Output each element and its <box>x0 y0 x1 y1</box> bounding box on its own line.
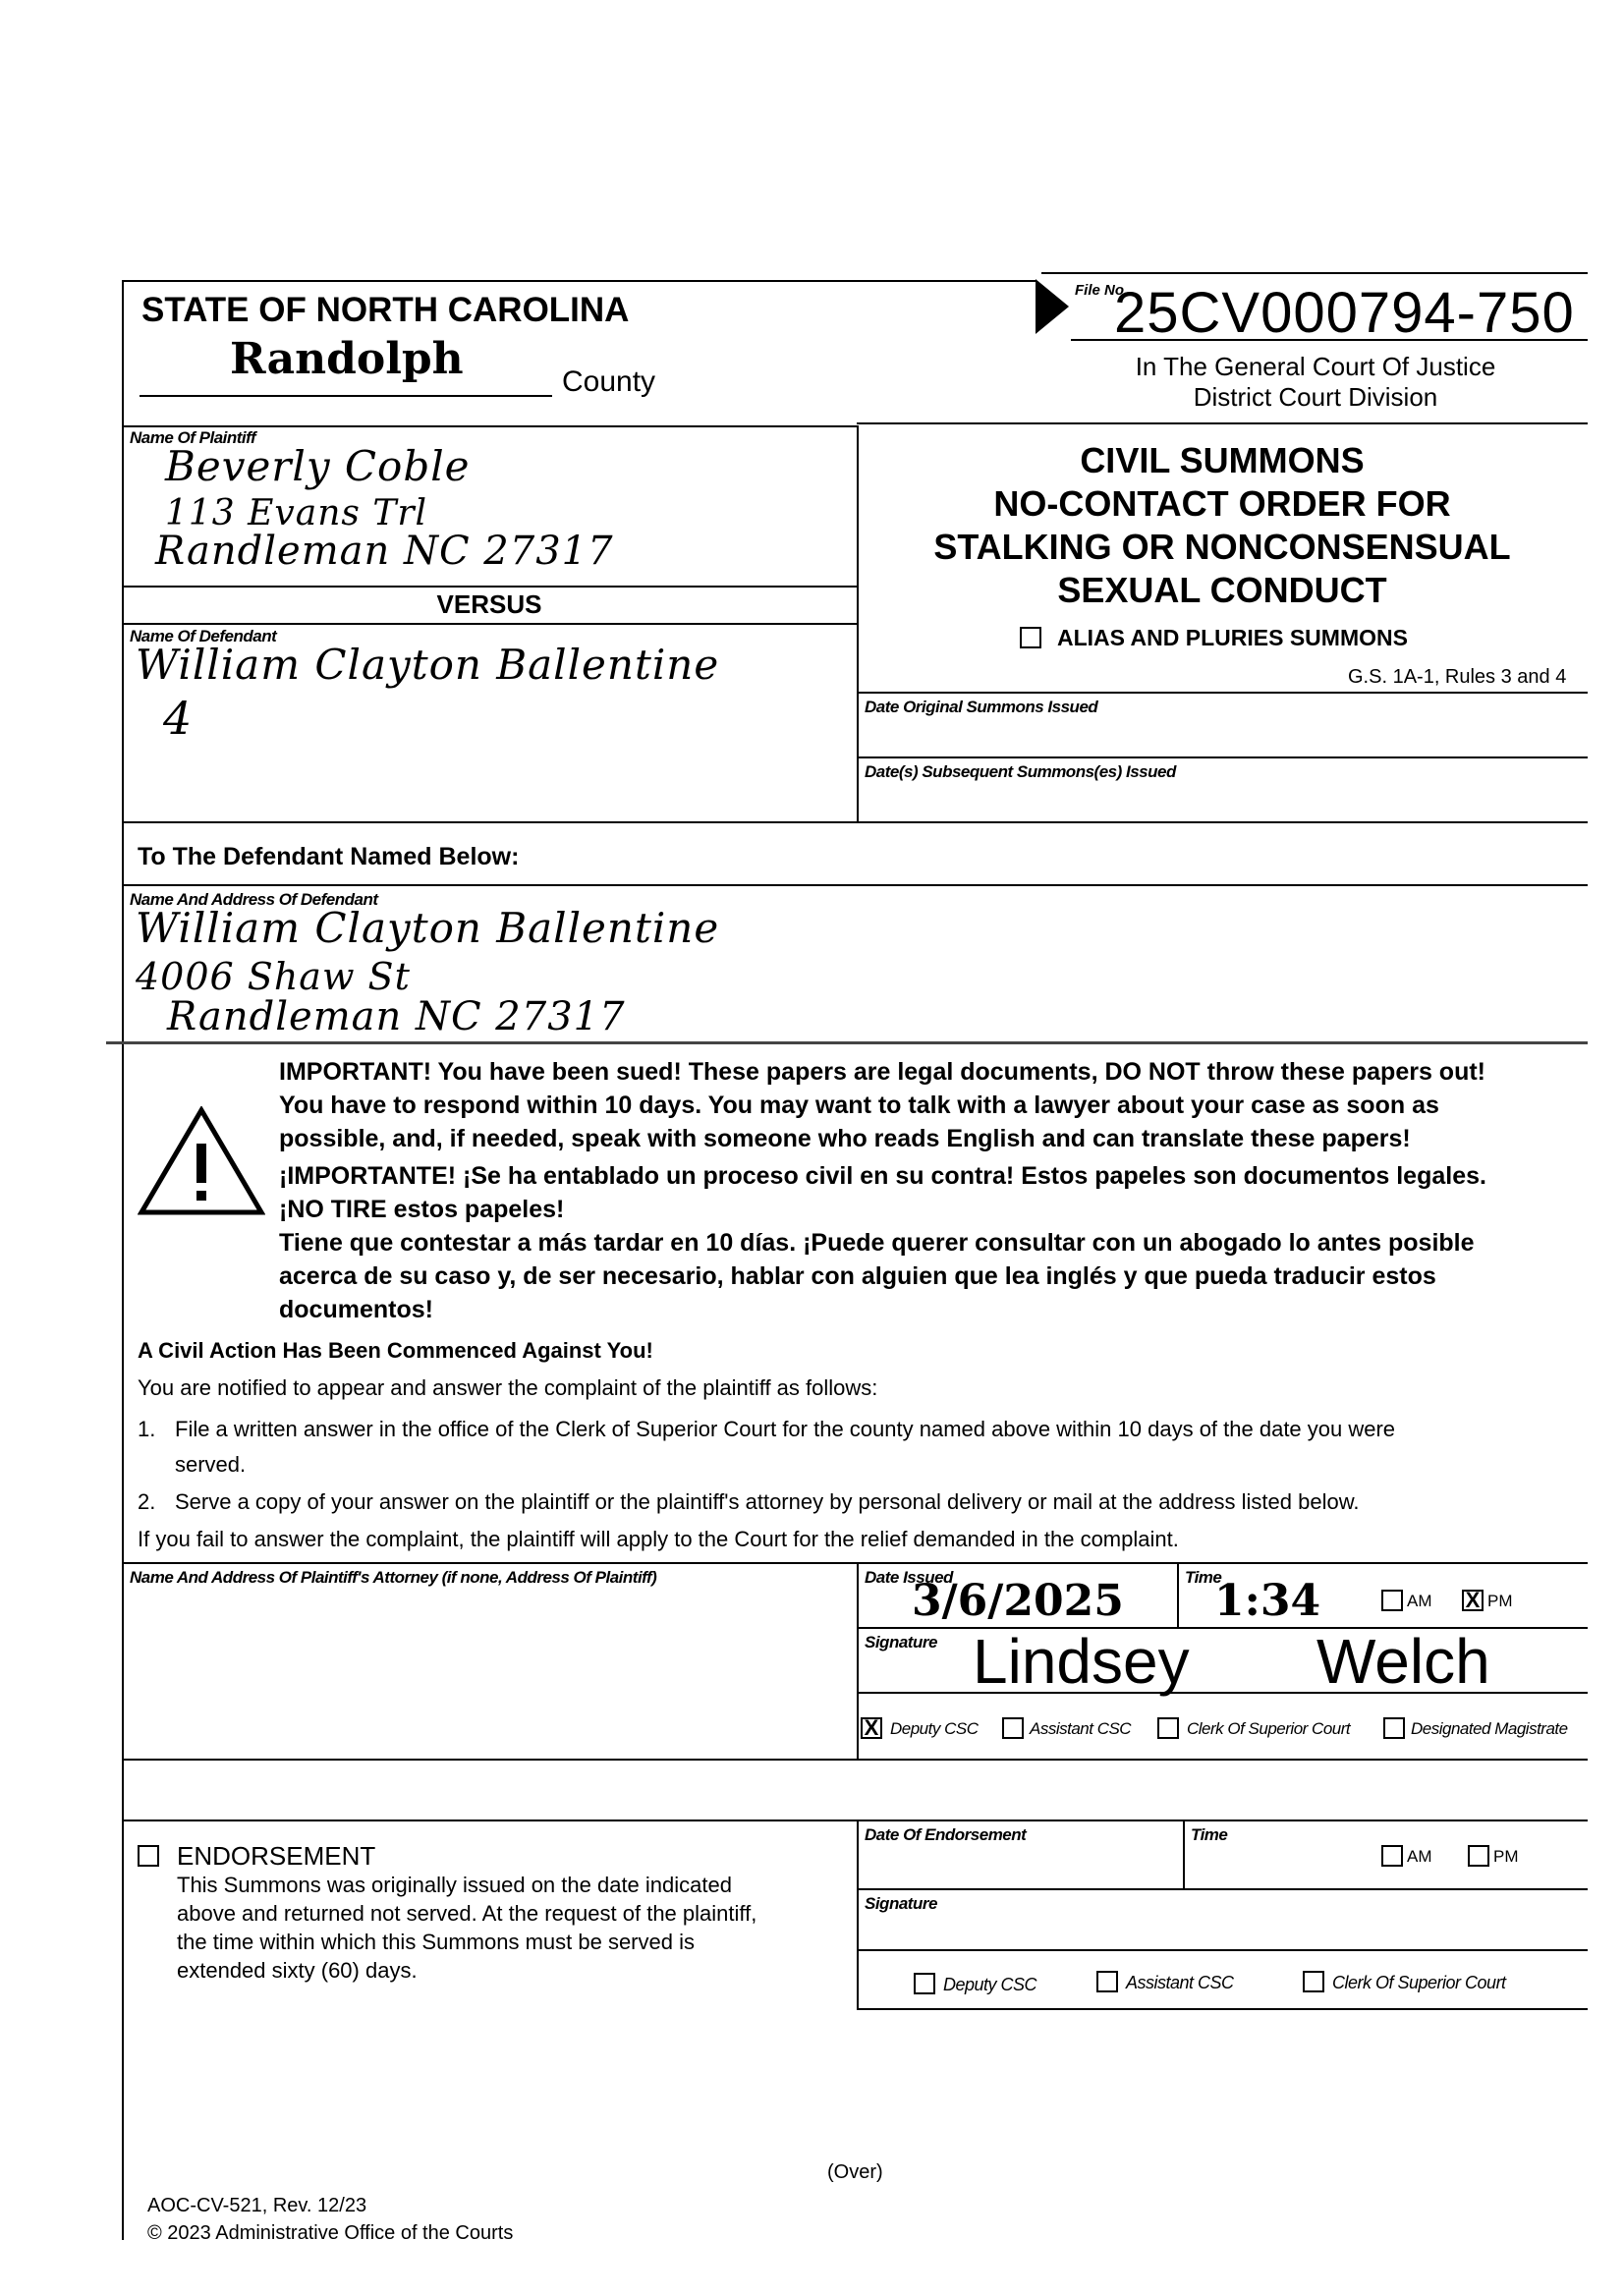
defendant-address-label: Name And Address Of Defendant <box>130 890 378 909</box>
endorsement-deputy-label: Deputy CSC <box>943 1975 1037 1994</box>
action-item-1-num: 1. <box>138 1417 156 1441</box>
endorsement-line-2: above and returned not served. At the request of the plaintiff, <box>177 1901 757 1926</box>
magistrate-checkbox[interactable] <box>1383 1717 1405 1739</box>
time-divider <box>1177 1562 1179 1627</box>
endorsement-checkbox[interactable] <box>138 1845 159 1867</box>
defendant-address-bottom <box>106 1041 1588 1044</box>
action-item-2: Serve a copy of your answer on the plaintiff or the plaintiff's attorney by personal delivery or mail at the address listed below. <box>175 1489 1360 1514</box>
endorsement-time-label: Time <box>1191 1825 1228 1844</box>
versus-bottom-line <box>122 623 857 625</box>
subsequent-date-label: Date(s) Subsequent Summons(es) Issued <box>865 762 1176 781</box>
endorsement-clerk-label: Clerk Of Superior Court <box>1332 1973 1506 1992</box>
versus-top-line <box>122 586 857 588</box>
county-underline <box>140 395 552 397</box>
endorsement-am-label: AM <box>1407 1847 1432 1866</box>
form-number: AOC-CV-521, Rev. 12/23 <box>147 2195 367 2216</box>
deputy-csc-label: Deputy CSC <box>890 1719 979 1738</box>
plaintiff-address-1: 113 Evans Trl <box>165 493 428 533</box>
to-defendant-heading: To The Defendant Named Below: <box>138 843 520 870</box>
warning-triangle-icon <box>138 1106 265 1216</box>
endorsement-top-line <box>122 1820 1588 1821</box>
assistant-csc-label: Assistant CSC <box>1030 1719 1132 1738</box>
file-no-arrow-icon <box>1036 279 1071 334</box>
copyright: © 2023 Administrative Office of the Courts <box>147 2222 514 2244</box>
file-no-label: File No. <box>1075 282 1129 299</box>
time-label: Time <box>1185 1568 1222 1587</box>
endorsement-bottom-line <box>857 2008 1588 2010</box>
endorsement-assistant-label: Assistant CSC <box>1126 1973 1234 1992</box>
signature-label: Signature <box>865 1633 937 1652</box>
plaintiff-address-2: Randleman NC 27317 <box>155 529 614 574</box>
attorney-label: Name And Address Of Plaintiff's Attorney (if none, Address Of Plaintiff) <box>130 1568 657 1587</box>
file-number: 25CV000794-750 <box>1114 281 1575 345</box>
court-line-2: District Court Division <box>1193 382 1438 412</box>
signature-line <box>857 1692 1588 1694</box>
plaintiff-name: Beverly Coble <box>165 442 471 490</box>
endorsement-pm-checkbox[interactable] <box>1468 1845 1489 1867</box>
issue-top-line <box>122 1562 1588 1564</box>
endorsement-pm-label: PM <box>1493 1847 1519 1866</box>
top-border <box>122 280 1036 282</box>
party-block-bottom <box>122 821 1588 823</box>
endorsement-assistant-checkbox[interactable] <box>1096 1971 1118 1992</box>
endorsement-line-3: the time within which this Summons must be served is <box>177 1930 695 1954</box>
date-issued-label: Date Issued <box>865 1568 953 1587</box>
notice-en-2: You have to respond within 10 days. You may want to talk with a lawyer about your case as soon as <box>279 1092 1439 1119</box>
assistant-csc-checkbox[interactable] <box>1002 1717 1024 1739</box>
file-no-underline <box>1071 339 1588 341</box>
alias-label: ALIAS AND PLURIES SUMMONS <box>1057 625 1408 650</box>
county-name: Randolph <box>230 334 464 384</box>
original-date-line <box>857 756 1588 758</box>
defendant-label: Name Of Defendant <box>130 627 277 645</box>
court-line-1: In The General Court Of Justice <box>1135 352 1496 381</box>
magistrate-label: Designated Magistrate <box>1411 1719 1568 1738</box>
endorsement-divider <box>857 1820 859 2010</box>
am-label: AM <box>1407 1592 1432 1610</box>
alias-checkbox[interactable] <box>1020 627 1041 648</box>
top-border-right <box>1041 272 1588 274</box>
action-fail: If you fail to answer the complaint, the plaintiff will apply to the Court for the relief demanded in the complaint. <box>138 1527 1179 1551</box>
clerk-superior-checkbox[interactable] <box>1157 1717 1179 1739</box>
defendant-address-street: 4006 Shaw St <box>136 955 411 998</box>
title-line-1: CIVIL SUMMONS <box>1080 440 1365 480</box>
title-bottom-line <box>857 692 1588 694</box>
notice-es-4: acerca de su caso y, de ser necesario, hablar con alguien que lea inglés y que pueda traducir estos <box>279 1262 1436 1290</box>
notice-en-3: possible, and, if needed, speak with someone who reads English and can translate these papers! <box>279 1125 1411 1152</box>
action-item-1b: served. <box>175 1452 247 1477</box>
endorsement-signature-label: Signature <box>865 1894 937 1913</box>
action-heading: A Civil Action Has Been Commenced Against You! <box>138 1338 653 1363</box>
county-label: County <box>562 365 656 398</box>
notice-es-1: ¡IMPORTANTE! ¡Se ha entablado un proceso civil en su contra! Estos papeles son documentos legales. <box>279 1162 1486 1190</box>
action-intro: You are notified to appear and answer the complaint of the plaintiff as follows: <box>138 1375 878 1400</box>
endorsement-deputy-checkbox[interactable] <box>914 1973 935 1994</box>
pm-checkbox[interactable]: X <box>1462 1590 1484 1611</box>
endorsement-line-4: extended sixty (60) days. <box>177 1958 418 1983</box>
header-divider-right <box>857 422 1588 424</box>
state-heading: STATE OF NORTH CAROLINA <box>141 291 630 329</box>
clerk-superior-label: Clerk Of Superior Court <box>1187 1719 1351 1738</box>
endorsement-clerk-checkbox[interactable] <box>1303 1971 1324 1992</box>
defendant-suffix: 4 <box>163 692 194 745</box>
left-border <box>122 280 124 2240</box>
endorsement-title: ENDORSEMENT <box>177 1841 376 1871</box>
notice-en-1: IMPORTANT! You have been sued! These papers are legal documents, DO NOT throw these papers out! <box>279 1058 1486 1086</box>
plaintiff-label: Name Of Plaintiff <box>130 428 256 447</box>
endorsement-time-divider <box>1183 1820 1185 1888</box>
original-date-label: Date Original Summons Issued <box>865 698 1098 716</box>
over-label: (Over) <box>827 2161 883 2183</box>
defendant-name: William Clayton Ballentine <box>136 641 720 689</box>
header-divider-left <box>122 425 857 427</box>
deputy-csc-checkbox[interactable]: X <box>861 1717 882 1739</box>
endorsement-line-1: This Summons was originally issued on the date indicated <box>177 1873 732 1897</box>
defendant-address-city: Randleman NC 27317 <box>167 994 626 1039</box>
notice-es-5: documentos! <box>279 1296 433 1323</box>
endorsement-am-checkbox[interactable] <box>1381 1845 1403 1867</box>
title-line-3: STALKING OR NONCONSENSUAL <box>933 527 1511 567</box>
title-line-4: SEXUAL CONDUCT <box>1057 570 1387 610</box>
statute-label: G.S. 1A-1, Rules 3 and 4 <box>1348 666 1567 688</box>
am-checkbox[interactable] <box>1381 1590 1403 1611</box>
action-item-1a: File a written answer in the office of the Clerk of Superior Court for the county named above within 10 days of the date you were <box>175 1417 1396 1441</box>
to-defendant-line <box>122 884 1588 886</box>
endorsement-date-label: Date Of Endorsement <box>865 1825 1027 1844</box>
issue-bottom-line <box>122 1759 1588 1761</box>
date-issued: 3/6/2025 <box>912 1576 1124 1626</box>
endorsement-signature-line <box>857 1949 1588 1951</box>
notice-es-2: ¡NO TIRE estos papeles! <box>279 1196 565 1223</box>
defendant-address-name: William Clayton Ballentine <box>136 904 720 952</box>
endorsement-date-line <box>857 1888 1588 1890</box>
issue-divider <box>857 1562 859 1759</box>
notice-es-3: Tiene que contestar a más tardar en 10 días. ¡Puede querer consultar con un abogado lo antes posible <box>279 1229 1475 1257</box>
versus-label: VERSUS <box>436 589 542 619</box>
signature-last: Welch <box>1316 1626 1490 1697</box>
pm-label: PM <box>1487 1592 1513 1610</box>
action-item-2-num: 2. <box>138 1489 156 1514</box>
signature-first: Lindsey <box>973 1626 1190 1697</box>
time-issued: 1:34 <box>1214 1576 1321 1626</box>
title-line-2: NO-CONTACT ORDER FOR <box>993 483 1451 524</box>
